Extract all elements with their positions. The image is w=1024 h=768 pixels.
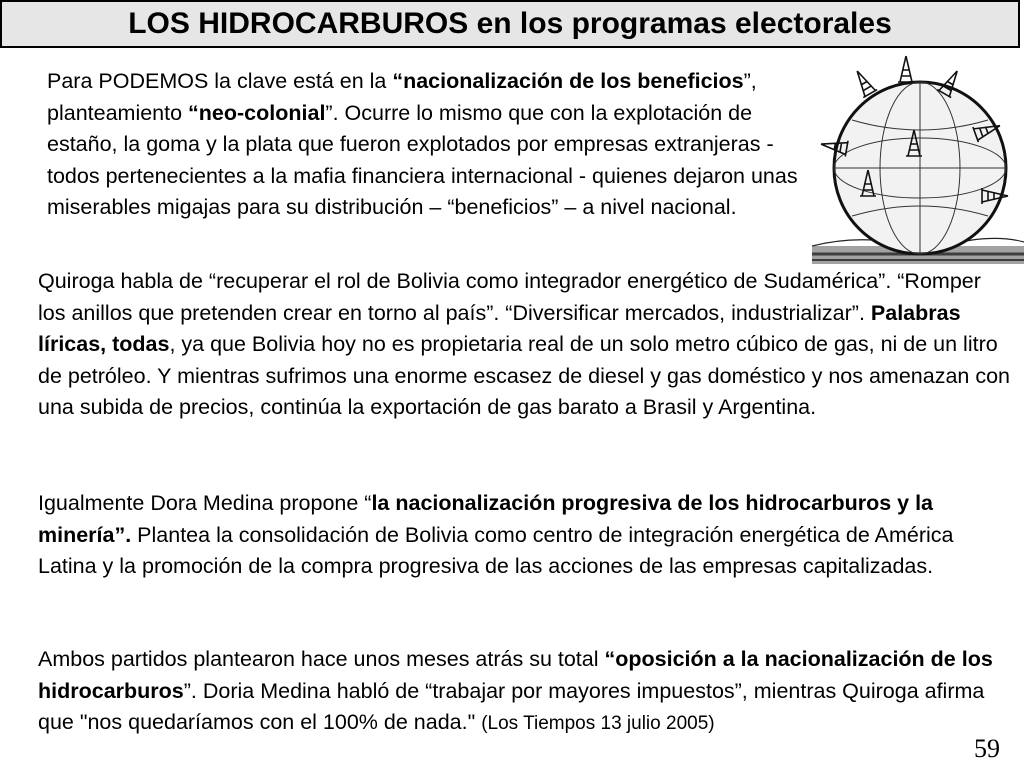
text-segment: ”. Doria Medina habló de “trabajar por mayores impuestos”, mientras Quiroga afirma que "nos quedaríamos con el 100% de nada." (38, 678, 985, 735)
text-segment: ”. Ocurre lo mismo que con la explotación de estaño, la goma y la plata que fueron explotados por empresas extranjeras - todos pertenecientes a la mafia financiera internacional - quienes dejaron unas miserables migajas para su distribución – “beneficios” – a nivel nacional. (47, 100, 798, 220)
citation: (Los Tiempos 13 julio 2005) (481, 713, 715, 735)
title-bar (0, 0, 1020, 48)
paragraph-quiroga (38, 266, 1013, 424)
bold-segment: Palabras líricas, todas (38, 300, 961, 357)
text-segment: Igualmente Dora Medina propone “ (38, 491, 372, 515)
text-segment: ”, planteamiento (47, 69, 757, 125)
page-number: 59 (974, 734, 1000, 763)
bold-segment: “oposición a la nacionalización de los hidrocarburos (38, 647, 993, 703)
globe-with-oil-derricks-icon (812, 50, 1024, 264)
text-segment: , ya que Bolivia hoy no es propietaria real de un solo metro cúbico de gas, ni de un litro de petróleo. Y mientras sufrimos una enorme escasez de diesel y gas doméstico y nos amenazan con una subida de precios, continúa la exportación de gas barato a Brasil y Argentina. (38, 332, 1011, 420)
paragraph-ambos-partidos (38, 644, 1013, 740)
text-segment: Para PODEMOS la clave está en la (47, 69, 393, 93)
slide-title: LOS HIDROCARBUROS en los programas electorales (128, 7, 892, 40)
text-segment: Quiroga habla de “recuperar el rol de Bolivia como integrador energético de Sudamérica”. “Romper los anillos que pretenden crear en torno al país”. “Diversificar mercados, industrializar”. (38, 269, 981, 325)
bold-segment: “neo-colonial (188, 100, 326, 125)
text-segment: Plantea la consolidación de Bolivia como centro de integración energética de América Latina y la promoción de la compra progresiva de las acciones de las empresas capitalizadas. (38, 522, 954, 579)
paragraph-dora-medina (38, 488, 1013, 583)
text-segment: Ambos partidos plantearon hace unos meses atrás su total (38, 647, 605, 671)
bold-segment: la nacionalización progresiva de los hidrocarburos y la minería”. (38, 491, 934, 547)
paragraph-podemos (47, 66, 807, 224)
bold-segment: “nacionalización de los beneficios (392, 69, 744, 93)
